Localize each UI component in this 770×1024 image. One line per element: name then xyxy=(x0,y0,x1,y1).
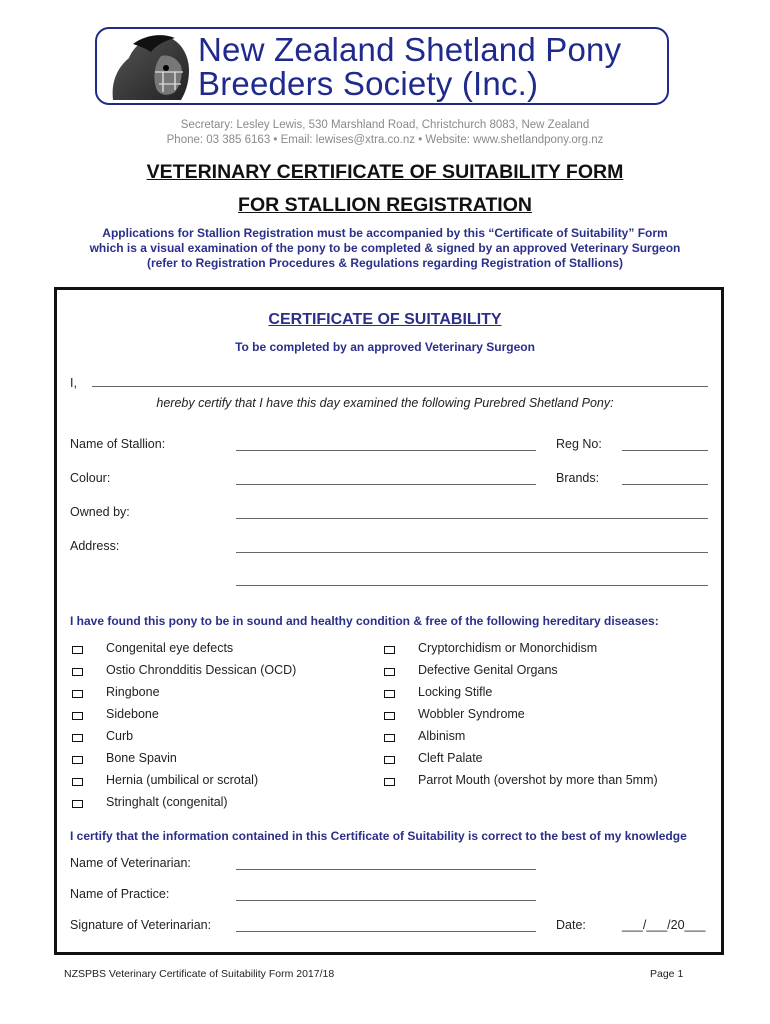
checkbox-icon[interactable] xyxy=(72,646,83,654)
declarant-label: I, xyxy=(70,376,77,390)
brands-field[interactable] xyxy=(622,484,708,485)
practice-name-field[interactable] xyxy=(236,900,536,901)
footer-form-id: NZSPBS Veterinary Certificate of Suitability Form 2017/18 xyxy=(64,968,335,980)
name-of-stallion-field[interactable] xyxy=(236,450,536,451)
intro-line-2: which is a visual examination of the pony to be completed & signed by an approved Veterinary Surgeon xyxy=(89,241,681,255)
signature-label: Signature of Veterinarian: xyxy=(70,918,212,932)
practice-name-label: Name of Practice: xyxy=(70,887,170,901)
disease-right-7: Parrot Mouth (overshot by more than 5mm) xyxy=(418,773,658,787)
colour-label: Colour: xyxy=(70,471,111,485)
disease-left-1: Congenital eye defects xyxy=(106,641,234,655)
certificate-instructions: To be completed by an approved Veterinary Surgeon xyxy=(235,340,535,354)
veterinarian-name-label: Name of Veterinarian: xyxy=(70,856,191,870)
checkbox-icon[interactable] xyxy=(384,712,395,720)
address-label: Address: xyxy=(70,539,120,553)
form-subtitle: FOR STALLION REGISTRATION xyxy=(238,194,532,216)
owned-by-field[interactable] xyxy=(236,518,708,519)
checkbox-icon[interactable] xyxy=(384,756,395,764)
disease-left-8: Stringhalt (congenital) xyxy=(106,795,228,809)
address-field-line1[interactable] xyxy=(236,552,708,553)
certificate-title: CERTIFICATE OF SUITABILITY xyxy=(268,311,502,328)
checkbox-icon[interactable] xyxy=(384,778,395,786)
disease-right-6: Cleft Palate xyxy=(418,751,483,765)
disease-right-1: Cryptorchidism or Monorchidism xyxy=(418,641,598,655)
intro-line-1: Applications for Stallion Registration must be accompanied by this “Certificate of Suitability” Form xyxy=(102,226,668,240)
brands-label: Brands: xyxy=(556,471,600,485)
secretary-address: Secretary: Lesley Lewis, 530 Marshland Road, Christchurch 8083, New Zealand xyxy=(180,119,590,131)
name-of-stallion-label: Name of Stallion: xyxy=(70,437,166,451)
checkbox-icon[interactable] xyxy=(72,690,83,698)
society-name-line2: Breeders Society (Inc.) xyxy=(198,65,539,102)
certify-statement: hereby certify that I have this day examined the following Purebred Shetland Pony: xyxy=(156,396,614,410)
disease-left-7: Hernia (umbilical or scrotal) xyxy=(106,773,259,787)
disease-left-5: Curb xyxy=(106,729,134,743)
checkbox-icon[interactable] xyxy=(72,800,83,808)
checkbox-icon[interactable] xyxy=(384,668,395,676)
signature-field[interactable] xyxy=(236,931,536,932)
owned-by-label: Owned by: xyxy=(70,505,130,519)
form-title: VETERINARY CERTIFICATE OF SUITABILITY FORM xyxy=(146,161,624,183)
checkbox-icon[interactable] xyxy=(72,734,83,742)
date-label: Date: xyxy=(556,918,586,932)
contact-details: Phone: 03 385 6163 • Email: lewises@xtra.co.nz • Website: www.shetlandpony.org.nz xyxy=(166,134,604,146)
disease-left-3: Ringbone xyxy=(106,685,160,699)
intro-line-3: (refer to Registration Procedures & Regulations regarding Registration of Stallions) xyxy=(146,256,624,270)
disease-right-3: Locking Stifle xyxy=(418,685,493,699)
checkbox-icon[interactable] xyxy=(384,734,395,742)
disease-right-5: Albinism xyxy=(418,729,466,743)
certify-heading: I certify that the information contained in this Certificate of Suitability is correct to the best of my knowledge xyxy=(70,829,687,843)
declarant-name-field[interactable] xyxy=(92,386,708,387)
checkbox-icon[interactable] xyxy=(72,668,83,676)
diseases-heading: I have found this pony to be in sound and healthy condition & free of the following hereditary diseases: xyxy=(70,614,659,628)
page-number: Page 1 xyxy=(650,968,684,980)
disease-left-6: Bone Spavin xyxy=(106,751,177,765)
reg-no-field[interactable] xyxy=(622,450,708,451)
veterinarian-name-field[interactable] xyxy=(236,869,536,870)
address-field-line2[interactable] xyxy=(236,585,708,586)
disease-left-2: Ostio Chrondditis Dessican (OCD) xyxy=(106,663,297,677)
disease-right-2: Defective Genital Organs xyxy=(418,663,558,677)
checkbox-icon[interactable] xyxy=(72,756,83,764)
pony-head-icon xyxy=(103,32,195,102)
colour-field[interactable] xyxy=(236,484,536,485)
disease-left-4: Sidebone xyxy=(106,707,159,721)
checkbox-icon[interactable] xyxy=(72,712,83,720)
disease-right-4: Wobbler Syndrome xyxy=(418,707,525,721)
checkbox-icon[interactable] xyxy=(72,778,83,786)
reg-no-label: Reg No: xyxy=(556,437,602,451)
date-field[interactable]: ___/___/20___ xyxy=(622,918,706,932)
society-name-line1: New Zealand Shetland Pony xyxy=(198,31,622,68)
checkbox-icon[interactable] xyxy=(384,690,395,698)
checkbox-icon[interactable] xyxy=(384,646,395,654)
